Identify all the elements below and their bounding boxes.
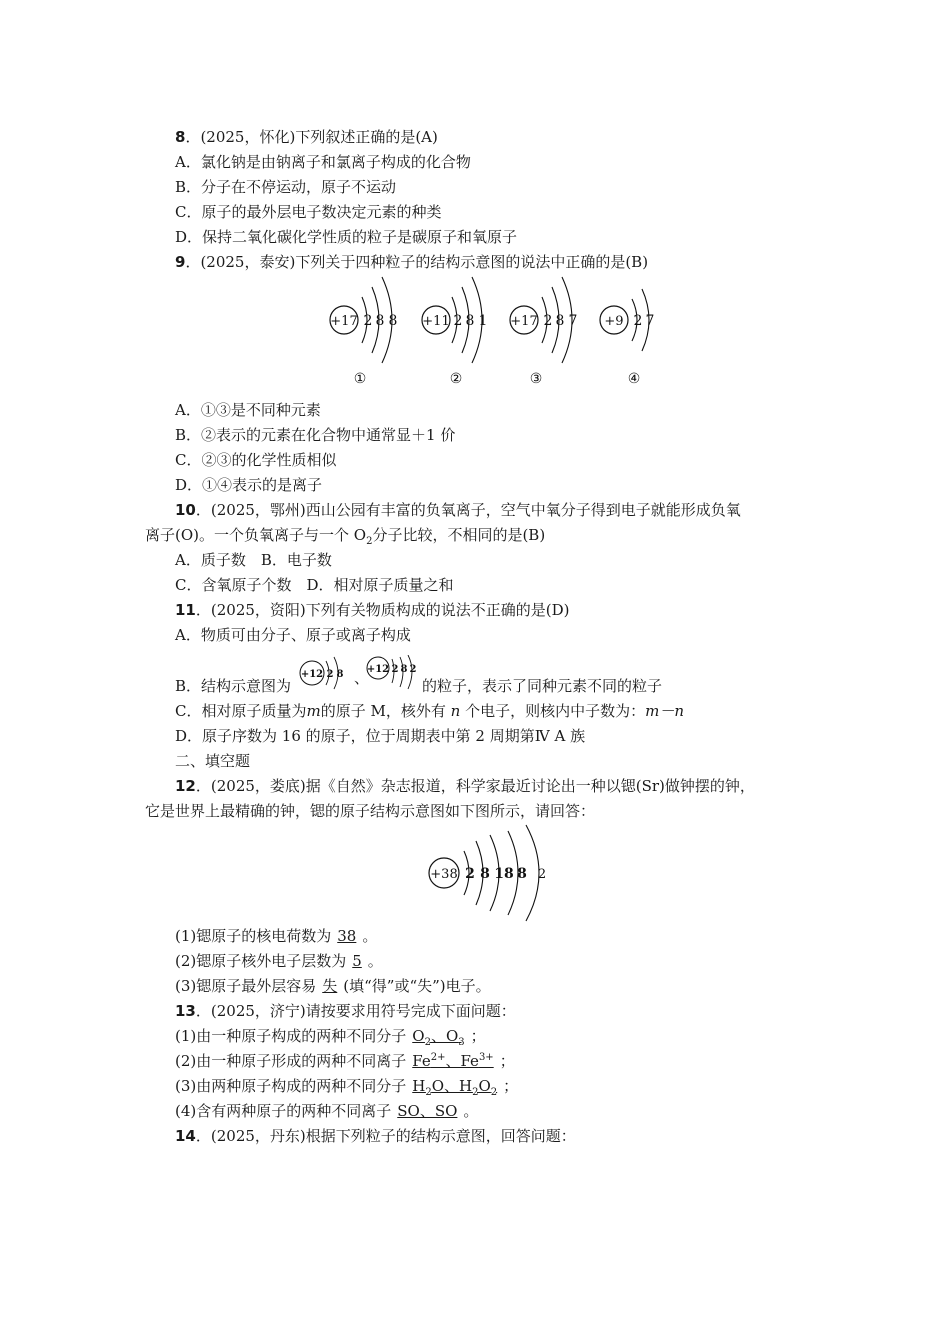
- q11-optB-pre: B．结构示意图为: [175, 677, 292, 695]
- q13-stem-text: ．(2025，济宁)请按要求用符号完成下面问题：: [195, 1002, 516, 1020]
- atom-4-shell-1: 2: [633, 313, 643, 329]
- sr-shell-5: 2: [537, 867, 547, 882]
- q13-part2: [175, 1051, 515, 1071]
- q8-number: 8: [175, 128, 186, 146]
- atom-1-shell-3: 8: [388, 313, 398, 329]
- q12-p2-end: 。: [367, 952, 383, 970]
- q13-p1-text: (1)由一种原子构成的两种不同分子: [175, 1027, 407, 1045]
- mg-atom-shell-3: 2: [409, 664, 417, 675]
- q8-stem-text: ．(2025，怀化)下列叙述正确的是(A): [185, 128, 438, 146]
- q13-stem: [175, 1001, 516, 1021]
- sr-shell-2: 8: [480, 866, 490, 882]
- q10-o2-subscript: 2: [366, 536, 373, 547]
- q10-stem: [175, 500, 741, 520]
- q14-stem-text: ．(2025，丹东)根据下列粒子的结构示意图，回答问题：: [195, 1127, 576, 1145]
- mg-ion-shell-1: 2: [326, 669, 334, 680]
- q10-stem2-c: 分子比较，不相同的是(B): [372, 526, 546, 544]
- mg-atom-nucleus: +12: [366, 664, 390, 675]
- q13-p3-end: ；: [503, 1077, 519, 1095]
- q10-stem-line2: [145, 525, 545, 545]
- q8-option-d: D．保持二氧化碳化学性质的粒子是碳原子和氧原子: [175, 228, 518, 246]
- mg-atom-shell-1: 2: [391, 664, 399, 675]
- q8-option-b: B．分子在不停运动，原子不运动: [175, 178, 397, 196]
- atom-2-shell-2: 8: [465, 313, 475, 329]
- q13-p3-text: (3)由两种原子构成的两种不同分子: [175, 1077, 407, 1095]
- q12-answer-3: 失: [322, 977, 338, 995]
- q9-option-d: D．①④表示的是离子: [175, 476, 323, 494]
- q14-number: 14: [175, 1127, 196, 1145]
- atom-diagram-1: [330, 277, 397, 387]
- atom-4-nucleus: +9: [604, 314, 624, 329]
- q12-p3-suffix: (填“得”或“失”)电子。: [343, 977, 491, 995]
- q13-p1-end: ；: [470, 1027, 486, 1045]
- sr-shell-1: 2: [465, 866, 475, 882]
- q10-stem2-a: 离子(O: [145, 526, 194, 544]
- section-title: 二、填空题: [175, 752, 251, 770]
- q12-answer-1: 38: [337, 927, 357, 945]
- sr-shell-4: 8: [517, 866, 527, 882]
- q9-option-c: C．②③的化学性质相似: [175, 451, 337, 469]
- q11-option-d: D．原子序数为 16 的原子，位于周期表中第 2 周期第Ⅳ A 族: [175, 727, 586, 745]
- atom-3-nucleus: +17: [510, 314, 538, 329]
- q11-optC-m: m: [306, 702, 321, 720]
- q13-answer-1: $O_2$、$O_3$: [412, 1027, 465, 1048]
- atom-1-shell-2: 8: [375, 313, 385, 329]
- q12-number: 12: [175, 777, 196, 795]
- q12-p1-end: 。: [362, 927, 378, 945]
- mg-atom-diagram: [367, 655, 417, 689]
- mg-ion-nucleus: +12: [300, 669, 324, 680]
- q13-p2-text: (2)由一种原子形成的两种不同离子: [175, 1052, 407, 1070]
- q12-part1: [175, 926, 377, 946]
- q13-answer-4: SO、SO: [397, 1102, 458, 1120]
- q11-option-a: A．物质可由分子、原子或离子构成: [175, 626, 411, 644]
- q9-option-b: B．②表示的元素在化合物中通常显＋1 价: [175, 426, 456, 444]
- q11-option-c: [175, 701, 684, 721]
- q12-p3-text: (3)锶原子最外层容易: [175, 977, 317, 995]
- q13-answer-3: $H_2O$、$H_2O_2$: [412, 1077, 498, 1098]
- q9-atom-diagrams: [320, 275, 680, 390]
- atom-3-shell-2: 8: [555, 313, 565, 329]
- q9-number: 9: [175, 253, 186, 271]
- q9-option-a: A．①③是不同种元素: [175, 401, 321, 419]
- q11-optC-b: 的原子 M，核外有: [320, 702, 446, 720]
- q8-option-c: C．原子的最外层电子数决定元素的种类: [175, 203, 442, 221]
- q11-stem-text: ．(2025，资阳)下列有关物质构成的说法不正确的是(D): [195, 601, 570, 619]
- mg-ion-diagram: [300, 657, 344, 689]
- q11-optC-c: 个电子，则核内中子数为：: [465, 702, 646, 720]
- q10-stem2-b: )。一个负氧离子与一个 O: [193, 526, 367, 544]
- atom-2-nucleus: +11: [422, 314, 450, 329]
- atom-1-label: ①: [353, 371, 367, 387]
- q9-stem-text: ．(2025，泰安)下列关于四种粒子的结构示意图的说法中正确的是(B): [185, 253, 649, 271]
- q12-p2-text: (2)锶原子核外电子层数为: [175, 952, 347, 970]
- q10-number: 10: [175, 501, 196, 519]
- atom-2-shell-1: 2: [453, 313, 463, 329]
- sr-shell-3: 18: [494, 866, 514, 882]
- mg-ion-shell-2: 8: [336, 669, 344, 680]
- q12-p1-text: (1)锶原子的核电荷数为: [175, 927, 332, 945]
- atom-3-shell-3: 7: [568, 313, 578, 329]
- atom-1-nucleus: +17: [330, 314, 358, 329]
- q11-number: 11: [175, 601, 196, 619]
- q9-stem: [175, 252, 648, 272]
- q13-number: 13: [175, 1002, 196, 1020]
- q10-option-cd: C．含氧原子个数 D．相对原子质量之和: [175, 576, 454, 594]
- mg-atom-shell-2: 8: [400, 664, 408, 675]
- atom-3-shell-1: 2: [543, 313, 553, 329]
- atom-diagram-3: [510, 277, 577, 387]
- q12-part3: [175, 976, 491, 996]
- q13-part1: [175, 1026, 486, 1046]
- q13-p4-end: 。: [463, 1102, 479, 1120]
- sr-nucleus: +38: [430, 867, 458, 882]
- q12-stem-line2: 它是世界上最精确的钟，锶的原子结构示意图如下图所示，请回答：: [145, 802, 596, 820]
- q8-stem: [175, 127, 438, 147]
- q11-stem: [175, 600, 570, 620]
- atom-4-label: ④: [627, 371, 641, 387]
- atom-2-shell-3: 1: [478, 313, 488, 329]
- q11-optB-separator: 、: [354, 669, 370, 687]
- q10-stem-text: ．(2025，鄂州)西山公园有丰富的负氧离子，空气中氧分子得到电子就能形成负氧: [195, 501, 741, 519]
- q13-part4: [175, 1101, 478, 1121]
- q14-stem: [175, 1126, 576, 1146]
- atom-diagram-4: [600, 289, 654, 387]
- q8-option-a: A．氯化钠是由钠离子和氯离子构成的化合物: [175, 153, 471, 171]
- q11-optC-n: n: [450, 702, 461, 720]
- q11-optC-a: C．相对原子质量为: [175, 702, 307, 720]
- q12-sr-atom-diagram: [424, 823, 564, 923]
- q13-p2-end: ；: [499, 1052, 515, 1070]
- q11-option-b: [175, 676, 291, 696]
- atom-4-shell-2: 7: [645, 313, 655, 329]
- q13-part3: [175, 1076, 518, 1096]
- q10-option-ab: A．质子数 B．电子数: [175, 551, 332, 569]
- q11-optC-answer: m－n: [645, 702, 684, 720]
- q12-stem-text: ．(2025，娄底)据《自然》杂志报道，科学家最近讨论出一种以锶(Sr)做钟摆的钟，: [195, 777, 755, 795]
- q12-answer-2: 5: [352, 952, 362, 970]
- atom-1-shell-1: 2: [363, 313, 373, 329]
- atom-2-label: ②: [449, 371, 463, 387]
- q13-answer-2: $Fe^{2+}$、$Fe^{3+}$: [412, 1052, 494, 1070]
- atom-3-label: ③: [529, 371, 543, 387]
- q12-stem: [175, 776, 755, 796]
- atom-diagram-2: [422, 277, 487, 387]
- q12-part2: [175, 951, 383, 971]
- q13-p4-text: (4)含有两种原子的两种不同离子: [175, 1102, 392, 1120]
- q11-optB-post: 的粒子，表示了同种元素不同的粒子: [422, 677, 663, 695]
